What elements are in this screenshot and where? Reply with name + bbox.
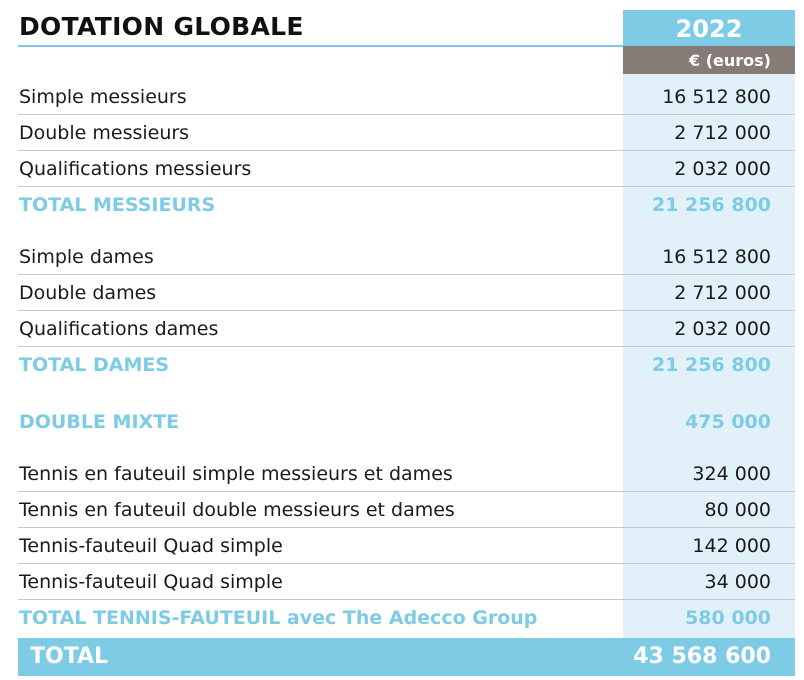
row-value: 16 512 800 bbox=[662, 86, 771, 108]
row-label: Tennis-fauteuil Quad simple bbox=[19, 571, 283, 593]
row-label: Simple messieurs bbox=[19, 86, 187, 108]
row-value: 2 712 000 bbox=[674, 122, 771, 144]
title-underline bbox=[18, 45, 623, 47]
table-row bbox=[18, 565, 795, 600]
page-title: DOTATION GLOBALE bbox=[19, 12, 304, 41]
row-label: Double messieurs bbox=[19, 122, 190, 144]
row-value: 2 032 000 bbox=[674, 158, 771, 180]
row-divider bbox=[18, 599, 795, 600]
row-value: 2 032 000 bbox=[674, 318, 771, 340]
row-value: 2 712 000 bbox=[674, 282, 771, 304]
row-divider bbox=[18, 114, 795, 115]
table-row bbox=[18, 240, 795, 275]
grand-total-value: 43 568 600 bbox=[633, 644, 771, 669]
row-label: Tennis en fauteuil simple messieurs et dames bbox=[19, 463, 453, 485]
row-divider bbox=[18, 346, 795, 347]
table-row bbox=[18, 276, 795, 311]
row-value: 475 000 bbox=[685, 411, 771, 433]
row-divider bbox=[18, 491, 795, 492]
table-row bbox=[18, 152, 795, 187]
table-row bbox=[18, 529, 795, 564]
row-value: 580 000 bbox=[685, 607, 771, 629]
table-row bbox=[18, 457, 795, 492]
total-row-tennis-fauteuil bbox=[18, 601, 795, 636]
row-label: Tennis-fauteuil Quad simple bbox=[19, 535, 283, 557]
row-value: 21 256 800 bbox=[652, 354, 771, 376]
row-label: TOTAL MESSIEURS bbox=[19, 194, 216, 216]
row-value: 34 000 bbox=[704, 571, 771, 593]
table-row bbox=[18, 80, 795, 115]
grand-total-bar bbox=[18, 638, 795, 676]
row-label: DOUBLE MIXTE bbox=[19, 411, 180, 433]
row-value: 21 256 800 bbox=[652, 194, 771, 216]
row-divider bbox=[18, 527, 795, 528]
row-value: 80 000 bbox=[704, 499, 771, 521]
table-row bbox=[18, 116, 795, 151]
row-label: Simple dames bbox=[19, 246, 154, 268]
row-divider bbox=[18, 150, 795, 151]
row-label: Qualifications messieurs bbox=[19, 158, 252, 180]
row-label: Double dames bbox=[19, 282, 157, 304]
row-divider bbox=[18, 274, 795, 275]
row-divider bbox=[18, 186, 795, 187]
total-row-messieurs bbox=[18, 188, 795, 223]
row-value: 16 512 800 bbox=[662, 246, 771, 268]
year-header: 2022 bbox=[623, 10, 795, 46]
row-divider bbox=[18, 563, 795, 564]
total-row-dames bbox=[18, 348, 795, 383]
table-row bbox=[18, 312, 795, 347]
row-value: 324 000 bbox=[692, 463, 771, 485]
row-label: TOTAL TENNIS-FAUTEUIL avec The Adecco Group bbox=[19, 607, 538, 629]
row-divider bbox=[18, 310, 795, 311]
row-label: Qualifications dames bbox=[19, 318, 219, 340]
total-row-double-mixte bbox=[18, 405, 795, 440]
grand-total-label: TOTAL bbox=[30, 644, 109, 669]
table-row bbox=[18, 493, 795, 528]
unit-header: € (euros) bbox=[623, 46, 795, 74]
row-value: 142 000 bbox=[692, 535, 771, 557]
row-label: TOTAL DAMES bbox=[19, 354, 170, 376]
row-label: Tennis en fauteuil double messieurs et dames bbox=[19, 499, 455, 521]
